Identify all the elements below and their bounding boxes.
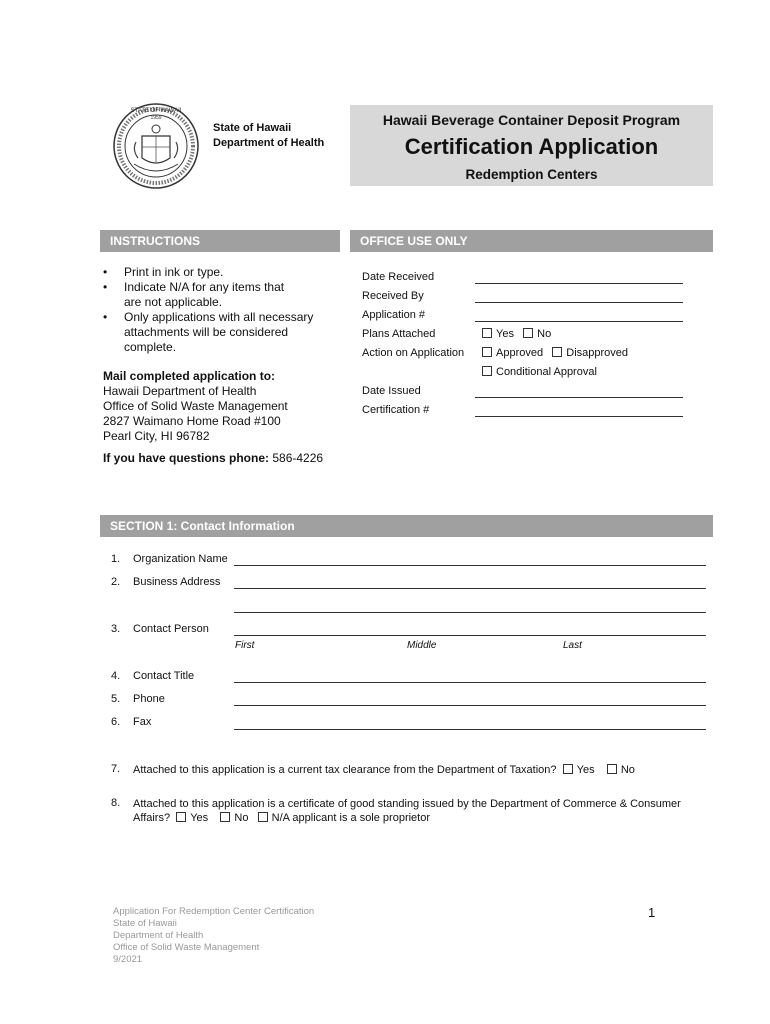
instruction-item: • Indicate N/A for any items that are not applicable. bbox=[103, 280, 338, 310]
plans-no-label: No bbox=[537, 328, 552, 340]
fax-label: Fax bbox=[133, 716, 152, 728]
field-number: 5. bbox=[111, 693, 121, 705]
instructions-heading: INSTRUCTIONS bbox=[100, 230, 340, 252]
organization-name-line[interactable] bbox=[234, 565, 706, 566]
tax-clearance-text: Attached to this application is a current tax clearance from the Department of Taxation? bbox=[133, 764, 557, 776]
standing-na-checkbox[interactable] bbox=[258, 812, 268, 822]
plans-yes-label: Yes bbox=[496, 328, 514, 340]
standing-yes-checkbox[interactable] bbox=[176, 812, 186, 822]
standing-na-label: N/A applicant is a sole proprietor bbox=[271, 812, 431, 824]
mail-line: 2827 Waimano Home Road #100 bbox=[103, 414, 281, 428]
office-use-heading: OFFICE USE ONLY bbox=[350, 230, 713, 252]
business-address-line-2[interactable] bbox=[234, 612, 706, 613]
standing-no-checkbox[interactable] bbox=[220, 812, 230, 822]
agency-department: Department of Health bbox=[213, 137, 325, 149]
instruction-item: • Only applications with all necessary attachments will be considered complete. bbox=[103, 310, 338, 355]
plans-no-checkbox[interactable] bbox=[523, 328, 533, 338]
date-issued-label: Date Issued bbox=[362, 385, 421, 397]
disapproved-label: Disapproved bbox=[566, 347, 629, 359]
standing-yes-label: Yes bbox=[190, 812, 209, 824]
application-number-line[interactable] bbox=[475, 321, 683, 322]
received-by-line[interactable] bbox=[475, 302, 683, 303]
plans-attached-options bbox=[482, 328, 551, 340]
phone-info bbox=[103, 451, 323, 465]
good-standing-text: Attached to this application is a certificate of good standing issued by the Department of Commerce & Consumer bbox=[133, 798, 681, 810]
footer-line: 9/2021 bbox=[113, 954, 143, 965]
agency-block bbox=[213, 121, 324, 151]
mail-line: Hawaii Department of Health bbox=[103, 384, 257, 398]
field-number: 3. bbox=[111, 623, 121, 635]
program-name: Hawaii Beverage Container Deposit Program bbox=[382, 112, 681, 128]
action-label: Action on Application bbox=[362, 347, 465, 359]
document-title: Certification Application bbox=[404, 134, 659, 159]
plans-yes-checkbox[interactable] bbox=[482, 328, 492, 338]
state-seal-logo bbox=[112, 102, 200, 190]
conditional-label: Conditional Approval bbox=[496, 366, 597, 378]
received-by-label: Received By bbox=[362, 290, 424, 302]
field-number: 6. bbox=[111, 716, 121, 728]
question-number: 8. bbox=[111, 797, 121, 809]
action-options bbox=[482, 347, 628, 359]
good-standing-text-2: Affairs? bbox=[133, 812, 171, 824]
organization-name-label: Organization Name bbox=[133, 553, 228, 565]
field-number: 2. bbox=[111, 576, 121, 588]
application-number-label: Application # bbox=[362, 309, 425, 321]
phone-line[interactable] bbox=[234, 705, 706, 706]
contact-person-label: Contact Person bbox=[133, 623, 209, 635]
first-name-caption: First bbox=[235, 640, 255, 651]
phone-label-field: Phone bbox=[133, 693, 165, 705]
approved-checkbox[interactable] bbox=[482, 347, 492, 357]
mail-address bbox=[103, 369, 288, 444]
business-address-label: Business Address bbox=[133, 576, 221, 588]
mail-line: Office of Solid Waste Management bbox=[103, 399, 288, 413]
tax-no-label: No bbox=[620, 764, 635, 776]
contact-title-line[interactable] bbox=[234, 682, 706, 683]
good-standing-question bbox=[133, 797, 723, 825]
certification-number-line[interactable] bbox=[475, 416, 683, 417]
date-received-label: Date Received bbox=[362, 271, 435, 283]
business-address-line-1[interactable] bbox=[234, 588, 706, 589]
instructions-list bbox=[103, 265, 338, 355]
contact-title-label: Contact Title bbox=[133, 670, 195, 682]
standing-no-label: No bbox=[234, 812, 249, 824]
phone-number: 586-4226 bbox=[272, 451, 324, 465]
footer-line: State of Hawaii bbox=[113, 918, 177, 929]
footer-line: Application For Redemption Center Certification bbox=[113, 906, 315, 917]
middle-name-caption: Middle bbox=[407, 640, 437, 651]
tax-yes-label: Yes bbox=[576, 764, 595, 776]
footer-line: Office of Solid Waste Management bbox=[113, 942, 260, 953]
seal-text: STATE OF HAWAII bbox=[130, 108, 182, 114]
mail-line: Pearl City, HI 96782 bbox=[103, 429, 210, 443]
tax-no-checkbox[interactable] bbox=[607, 764, 617, 774]
tax-yes-checkbox[interactable] bbox=[563, 764, 573, 774]
seal-year: 1959 bbox=[150, 115, 162, 121]
instruction-item: • Print in ink or type. bbox=[103, 265, 338, 280]
conditional-option bbox=[482, 366, 597, 378]
last-name-caption: Last bbox=[563, 640, 582, 651]
question-number: 7. bbox=[111, 763, 121, 775]
contact-person-line[interactable] bbox=[234, 635, 706, 636]
document-subtitle: Redemption Centers bbox=[465, 167, 598, 182]
certification-number-label: Certification # bbox=[362, 404, 430, 416]
field-number: 4. bbox=[111, 670, 121, 682]
field-number: 1. bbox=[111, 553, 121, 565]
mail-heading: Mail completed application to: bbox=[103, 369, 276, 383]
page-number: 1 bbox=[648, 905, 656, 920]
agency-state: State of Hawaii bbox=[213, 122, 292, 134]
tax-clearance-question bbox=[133, 763, 723, 777]
date-issued-line[interactable] bbox=[475, 397, 683, 398]
plans-attached-label: Plans Attached bbox=[362, 328, 436, 340]
date-received-line[interactable] bbox=[475, 283, 683, 284]
fax-line[interactable] bbox=[234, 729, 706, 730]
title-box bbox=[350, 105, 713, 186]
footer bbox=[113, 906, 314, 966]
footer-line: Department of Health bbox=[113, 930, 204, 941]
phone-label: If you have questions phone: bbox=[103, 451, 270, 465]
approved-label: Approved bbox=[496, 347, 544, 359]
disapproved-checkbox[interactable] bbox=[552, 347, 562, 357]
conditional-checkbox[interactable] bbox=[482, 366, 492, 376]
section1-heading: SECTION 1: Contact Information bbox=[100, 515, 713, 537]
